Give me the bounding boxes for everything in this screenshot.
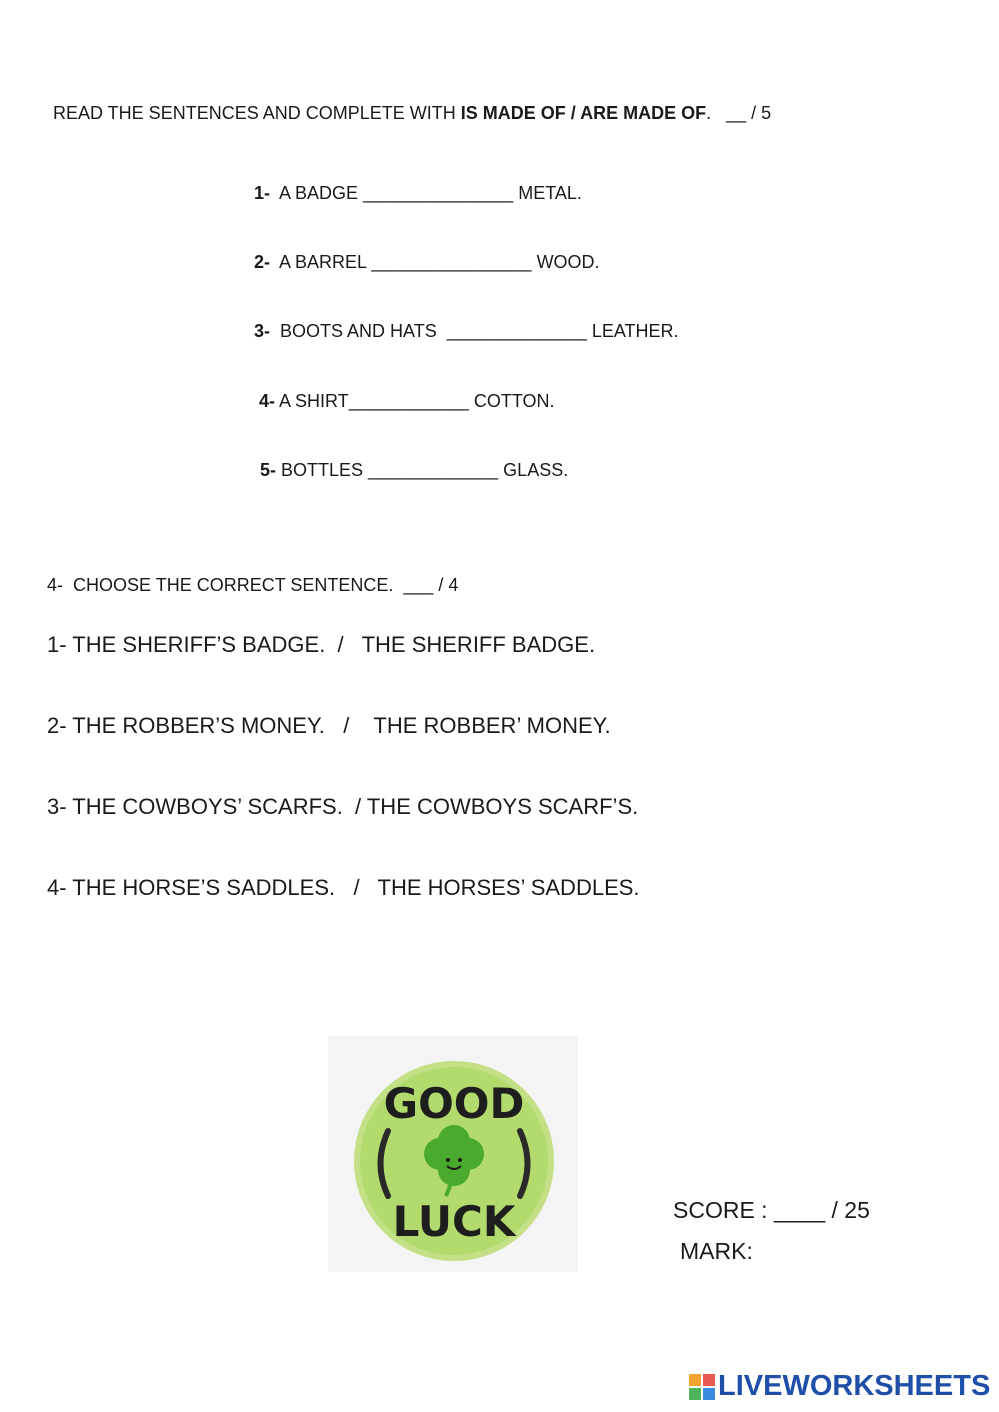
section1-instruction: [53, 103, 771, 124]
fill-item-1: [254, 183, 582, 204]
item-text: A BADGE _______________ METAL.: [270, 183, 582, 203]
badge-text-luck: LUCK: [392, 1197, 516, 1246]
instruction-score: . __ / 5: [706, 103, 772, 123]
score-line: SCORE : ____ / 25: [673, 1197, 870, 1223]
fill-item-2: [254, 252, 600, 273]
item-text: BOTTLES _____________ GLASS.: [276, 460, 569, 480]
item-number: 1-: [254, 183, 271, 203]
instruction-text: READ THE SENTENCES AND COMPLETE WITH: [53, 103, 461, 123]
choice-item-3: 3- THE COWBOYS’ SCARFS. / THE COWBOYS SCARF’S.: [47, 794, 639, 819]
item-number: 3-: [254, 321, 271, 341]
fill-item-3: [254, 321, 679, 342]
brand-text: LIVEWORKSHEETS: [718, 1370, 991, 1402]
choice-item-4: 4- THE HORSE’S SADDLES. / THE HORSES’ SADDLES.: [47, 875, 640, 900]
item-number: 5-: [260, 460, 277, 480]
liveworksheets-icon: [689, 1374, 715, 1400]
badge-text-good: GOOD: [383, 1079, 525, 1128]
choice-item-2: 2- THE ROBBER’S MONEY. / THE ROBBER’ MONEY.: [47, 713, 611, 738]
liveworksheets-logo: [689, 1370, 990, 1403]
item-text: A SHIRT____________ COTTON.: [275, 391, 555, 411]
item-number: 4-: [259, 391, 276, 411]
fill-item-4: [259, 391, 555, 412]
good-luck-badge-image: [328, 1036, 578, 1272]
mark-line: MARK:: [680, 1238, 753, 1264]
item-text: BOOTS AND HATS ______________ LEATHER.: [270, 321, 679, 341]
section2-heading: 4- CHOOSE THE CORRECT SENTENCE. ___ / 4: [47, 575, 459, 595]
item-text: A BARREL ________________ WOOD.: [270, 252, 600, 272]
instruction-bold: IS MADE OF / ARE MADE OF: [460, 103, 707, 123]
item-number: 2-: [254, 252, 271, 272]
fill-item-5: [260, 460, 568, 481]
choice-item-1: 1- THE SHERIFF’S BADGE. / THE SHERIFF BADGE.: [47, 632, 596, 657]
